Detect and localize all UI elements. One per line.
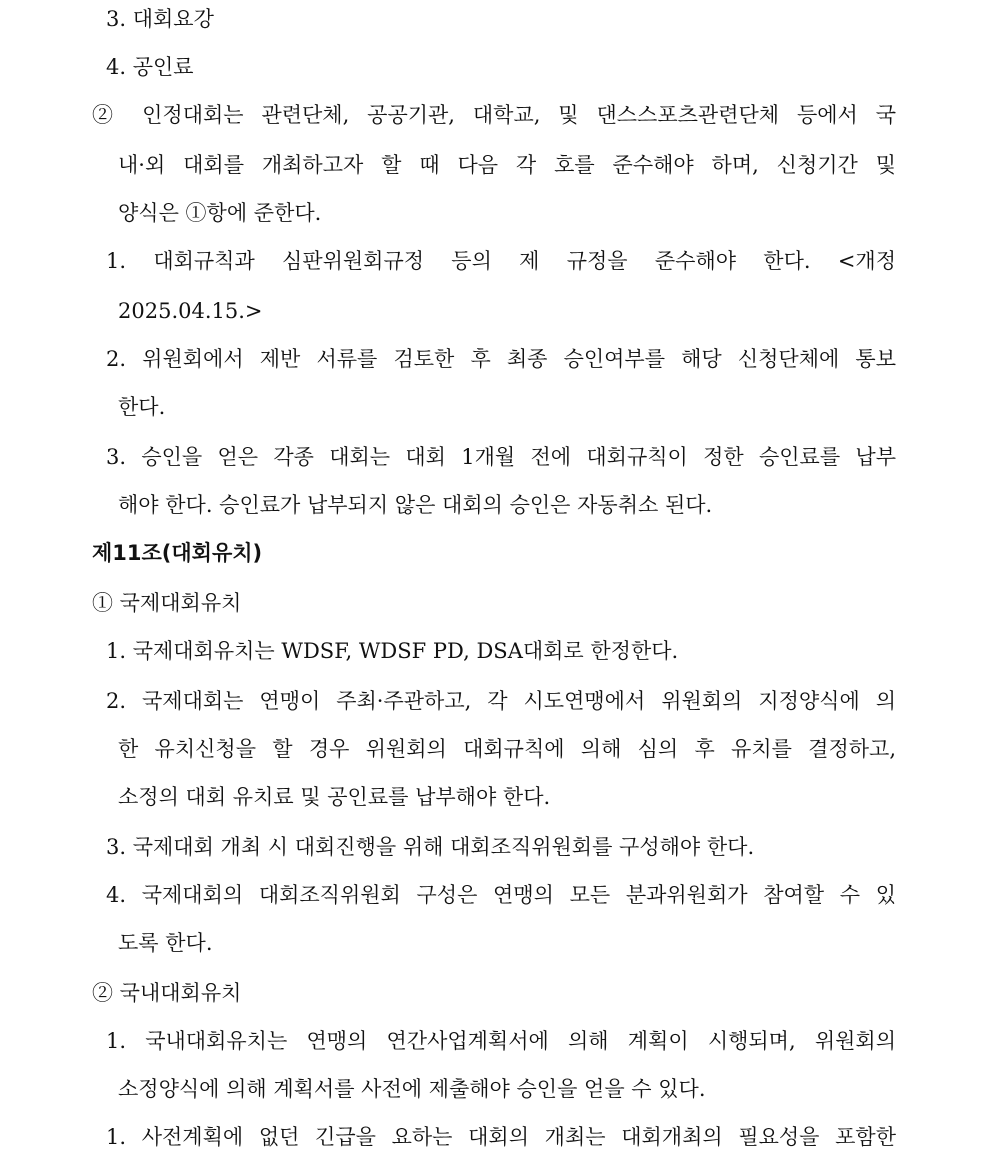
item-1-rules-compliance-amendment-date: 2025.04.15.> bbox=[118, 299, 263, 323]
item-3-approval-fee-line-2: 해야 한다. 승인료가 납부되지 않은 대회의 승인은 자동취소 된다. bbox=[118, 493, 713, 517]
international-item-2-line-2: 한 유치신청을 할 경우 위원회의 대회규칙에 의해 심의 후 유치를 결정하고, bbox=[118, 737, 896, 761]
item-2-document-review-line-1: 2. 위원회에서 제반 서류를 검토한 후 최종 승인여부를 해당 신청단체에 통보 bbox=[106, 347, 896, 371]
article-11-heading: 제11조(대회유치) bbox=[92, 541, 263, 565]
item-3-approval-fee-line-1: 3. 승인을 얻은 각종 대회는 대회 1개월 전에 대회규칙이 정한 승인료를 납부 bbox=[106, 445, 896, 469]
item-1-rules-compliance-line-1: 1. 대회규칙과 심판위원회규정 등의 제 규정을 준수해야 한다. <개정 bbox=[106, 249, 896, 273]
section-2-domestic-hosting-heading: ② 국내대회유치 bbox=[92, 981, 242, 1005]
paragraph-2-recognized-competitions-line-1: ② 인정대회는 관련단체, 공공기관, 대학교, 및 댄스스포츠관련단체 등에서 국 bbox=[92, 103, 896, 127]
list-item-4-certification-fee: 4. 공인료 bbox=[106, 55, 194, 79]
section-1-international-hosting-heading: ① 국제대회유치 bbox=[92, 591, 242, 615]
international-item-2-line-3: 소정의 대회 유치료 및 공인료를 납부해야 한다. bbox=[118, 785, 551, 809]
international-item-3: 3. 국제대회 개최 시 대회진행을 위해 대회조직위원회를 구성해야 한다. bbox=[106, 835, 755, 859]
item-2-document-review-line-2: 한다. bbox=[118, 395, 166, 419]
domestic-item-1-line-1: 1. 국내대회유치는 연맹의 연간사업계획서에 의해 계획이 시행되며, 위원회의 bbox=[106, 1029, 896, 1053]
international-item-4-line-1: 4. 국제대회의 대회조직위원회 구성은 연맹의 모든 분과위원회가 참여할 수 있 bbox=[106, 883, 896, 907]
domestic-item-1b-line-1: 1. 사전계획에 없던 긴급을 요하는 대회의 개최는 대회개최의 필요성을 포함한 bbox=[106, 1125, 896, 1149]
domestic-item-1-line-2: 소정양식에 의해 계획서를 사전에 제출해야 승인을 얻을 수 있다. bbox=[118, 1077, 706, 1101]
international-item-4-line-2: 도록 한다. bbox=[118, 931, 213, 955]
paragraph-2-recognized-competitions-line-3: 양식은 ①항에 준한다. bbox=[118, 201, 322, 225]
international-item-1: 1. 국제대회유치는 WDSF, WDSF PD, DSA대회로 한정한다. bbox=[106, 639, 679, 663]
paragraph-2-recognized-competitions-line-2: 내·외 대회를 개최하고자 할 때 다음 각 호를 준수해야 하며, 신청기간 및 bbox=[118, 153, 896, 177]
list-item-3-competition-outline: 3. 대회요강 bbox=[106, 7, 214, 31]
international-item-2-line-1: 2. 국제대회는 연맹이 주최·주관하고, 각 시도연맹에서 위원회의 지정양식에 의 bbox=[106, 689, 896, 713]
